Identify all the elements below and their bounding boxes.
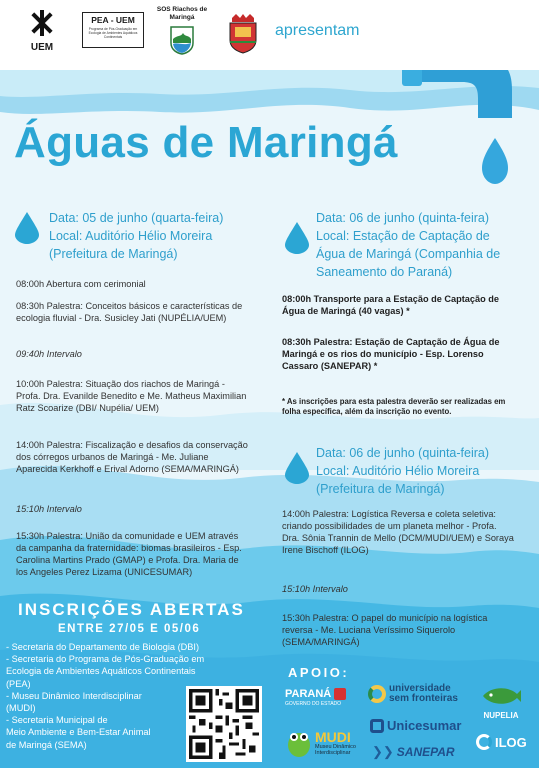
left-item-3: 10:00h Palestra: Situação dos riachos de Maringá - Profa. Dra. Evanilde Benedito e Me. Matheus Maximilian Ratz Scoarize (DBI/ Nupélia/ UEM) <box>16 379 247 413</box>
sos-logo-line1: SOS Riachos de <box>156 6 208 13</box>
uffs-line2: sem fronteiras <box>389 693 458 704</box>
left-event-local-2: (Prefeitura de Maringá) <box>49 247 178 261</box>
mudi-logo <box>287 728 356 758</box>
right-event2-local-2: (Prefeitura de Maringá) <box>316 482 445 496</box>
apoio-title: APOIO: <box>288 665 350 680</box>
unicesumar-logo <box>370 718 461 733</box>
unicesumar-text: Unicesumar <box>387 718 462 733</box>
water-drop-icon <box>285 452 309 484</box>
mudi-text: MUDI <box>315 729 351 745</box>
sos-riachos-logo <box>152 6 212 59</box>
left-item-2: 09:40h Intervalo <box>16 349 82 359</box>
right-event1-local-1: Local: Estação de Captação de <box>316 229 490 243</box>
uem-logo <box>22 8 62 53</box>
right1-item-0: 08:00h Transporte para a Estação de Captação de Água de Maringá (40 vagas) * <box>282 294 500 316</box>
left-item-0: 08:00h Abertura com cerimonial <box>16 279 146 289</box>
unicesumar-mark-icon <box>370 719 384 733</box>
uem-logo-text: UEM <box>30 42 54 53</box>
place-line: Ecologia de Ambientes Aquáticos Continentais <box>6 666 196 677</box>
header <box>0 0 539 70</box>
right2-item-2: 15:30h Palestra: O papel do município na logística reversa - Me. Luciana Veríssimo Siquerolo (SEMA/MARINGÁ) <box>282 613 488 647</box>
mudi-sub2: Interdisciplinar <box>315 750 351 756</box>
ilog-circle-icon <box>476 734 492 750</box>
pea-uem-logo <box>82 12 144 48</box>
right2-item-0: 14:00h Palestra: Logística Reversa e coleta seletiva: criando possibilidades de um planeta melhor - Profa. Dra. Sônia Trannin de Mello (DCM/MUDI/UEM) e Soraya Irene Bischoff (ILOG) <box>282 509 514 555</box>
mudi-frog-icon <box>287 728 311 758</box>
left-item-4: 14:00h Palestra: Fiscalização e desafios da conservação dos córregos urbanos de Maringá - Me. Juliane Aparecida Kerkhoff e Erival Adorno (SEMA/MARINGÁ) <box>16 440 248 474</box>
right-event2-local-1: Local: Auditório Hélio Moreira <box>316 464 480 478</box>
uffs-line1: universidade <box>389 683 451 694</box>
inscricoes-title: INSCRIÇÕES ABERTAS <box>18 600 245 619</box>
place-line: (PEA) <box>6 678 31 689</box>
water-drop-icon <box>285 222 309 254</box>
place-line: - Museu Dinâmico Interdisciplinar <box>6 690 142 701</box>
water-drop-icon <box>15 212 39 244</box>
pea-logo-subtitle: Programa de Pós-Graduação em Ecologia de Ambientes Aquáticos Continentais <box>88 27 138 39</box>
nupelia-fish-icon <box>481 684 521 706</box>
parana-crest-icon <box>334 688 346 700</box>
place-line: (MUDI) <box>6 703 36 714</box>
uffs-logo <box>368 684 468 704</box>
left-item-5: 15:10h Intervalo <box>16 504 82 514</box>
pea-logo-title: PEA - UEM <box>91 15 135 25</box>
uffs-ring-icon <box>368 685 386 703</box>
nupelia-logo <box>476 684 526 720</box>
place-line: - Secretaria Municipal de <box>6 715 108 726</box>
parana-subtitle: GOVERNO DO ESTADO <box>285 701 342 707</box>
right-event1-date: Data: 06 de junho (quinta-feira) <box>316 211 490 225</box>
right-event2-date: Data: 06 de junho (quinta-feira) <box>316 446 490 460</box>
prefeitura-maringa-crest-icon <box>226 14 260 54</box>
right1-item-1: 08:30h Palestra: Estação de Captação de Água de Maringá e os rios do município - Esp. Lorenso Cassaro (SANEPAR) * <box>282 337 500 371</box>
place-line: - Secretaria do Departamento de Biologia (DBI) <box>6 642 200 652</box>
qr-code[interactable] <box>186 686 262 762</box>
sanepar-text: SANEPAR <box>396 745 455 759</box>
right1-note: * As inscrições para esta palestra deverão ser realizadas em folha específica, além da inscrição no evento. <box>282 397 506 416</box>
left-event-date: Data: 05 de junho (quarta-feira) <box>49 211 224 225</box>
place-line: - Secretaria do Programa de Pós-Graduação em <box>6 654 205 665</box>
uem-emblem-icon <box>27 8 57 38</box>
sos-logo-line2: Maringá <box>169 14 195 21</box>
apresentam-text: apresentam <box>275 22 360 39</box>
parana-wordmark: PARANÁ <box>285 688 332 700</box>
sanepar-arrows-icon: ❯❯ <box>372 744 394 759</box>
right2-item-1: 15:10h Intervalo <box>282 584 348 594</box>
page-title: Águas de Maringá <box>14 118 398 167</box>
river-shield-icon <box>169 25 195 55</box>
sanepar-logo <box>372 744 455 760</box>
left-item-1: 08:30h Palestra: Conceitos básicos e características de ecologia fluvial - Dra. Susicley Jati (NUPÉLIA/UEM) <box>16 301 243 323</box>
inscricoes-dates: ENTRE 27/05 E 05/06 <box>58 623 201 635</box>
left-event-local-1: Local: Auditório Hélio Moreira <box>49 229 213 243</box>
ilog-text: ILOG <box>495 734 527 750</box>
left-item-6: 15:30h Palestra: União da comunidade e UEM através da campanha da fraternidade: biomas brasileiros - Esp. Carolina Martins Prado (GMAP) e Profa. Dra. Maria de los Angeles Perez Lizama (UNICESUMAR) <box>16 531 242 577</box>
parana-logo <box>285 688 355 707</box>
place-line: de Maringá (SEMA) <box>6 739 87 750</box>
qr-code-icon <box>189 689 259 759</box>
place-line: Meio Ambiente e Bem-Estar Animal <box>6 727 151 738</box>
ilog-logo <box>476 734 527 750</box>
right-event1-local-2: Água de Maringá (Companhia de <box>316 247 501 261</box>
mudi-sub1: Museu Dinâmico <box>315 744 356 750</box>
nupelia-text: NUPELIA <box>483 711 519 720</box>
right-event1-local-3: Saneamento do Paraná) <box>316 265 453 279</box>
